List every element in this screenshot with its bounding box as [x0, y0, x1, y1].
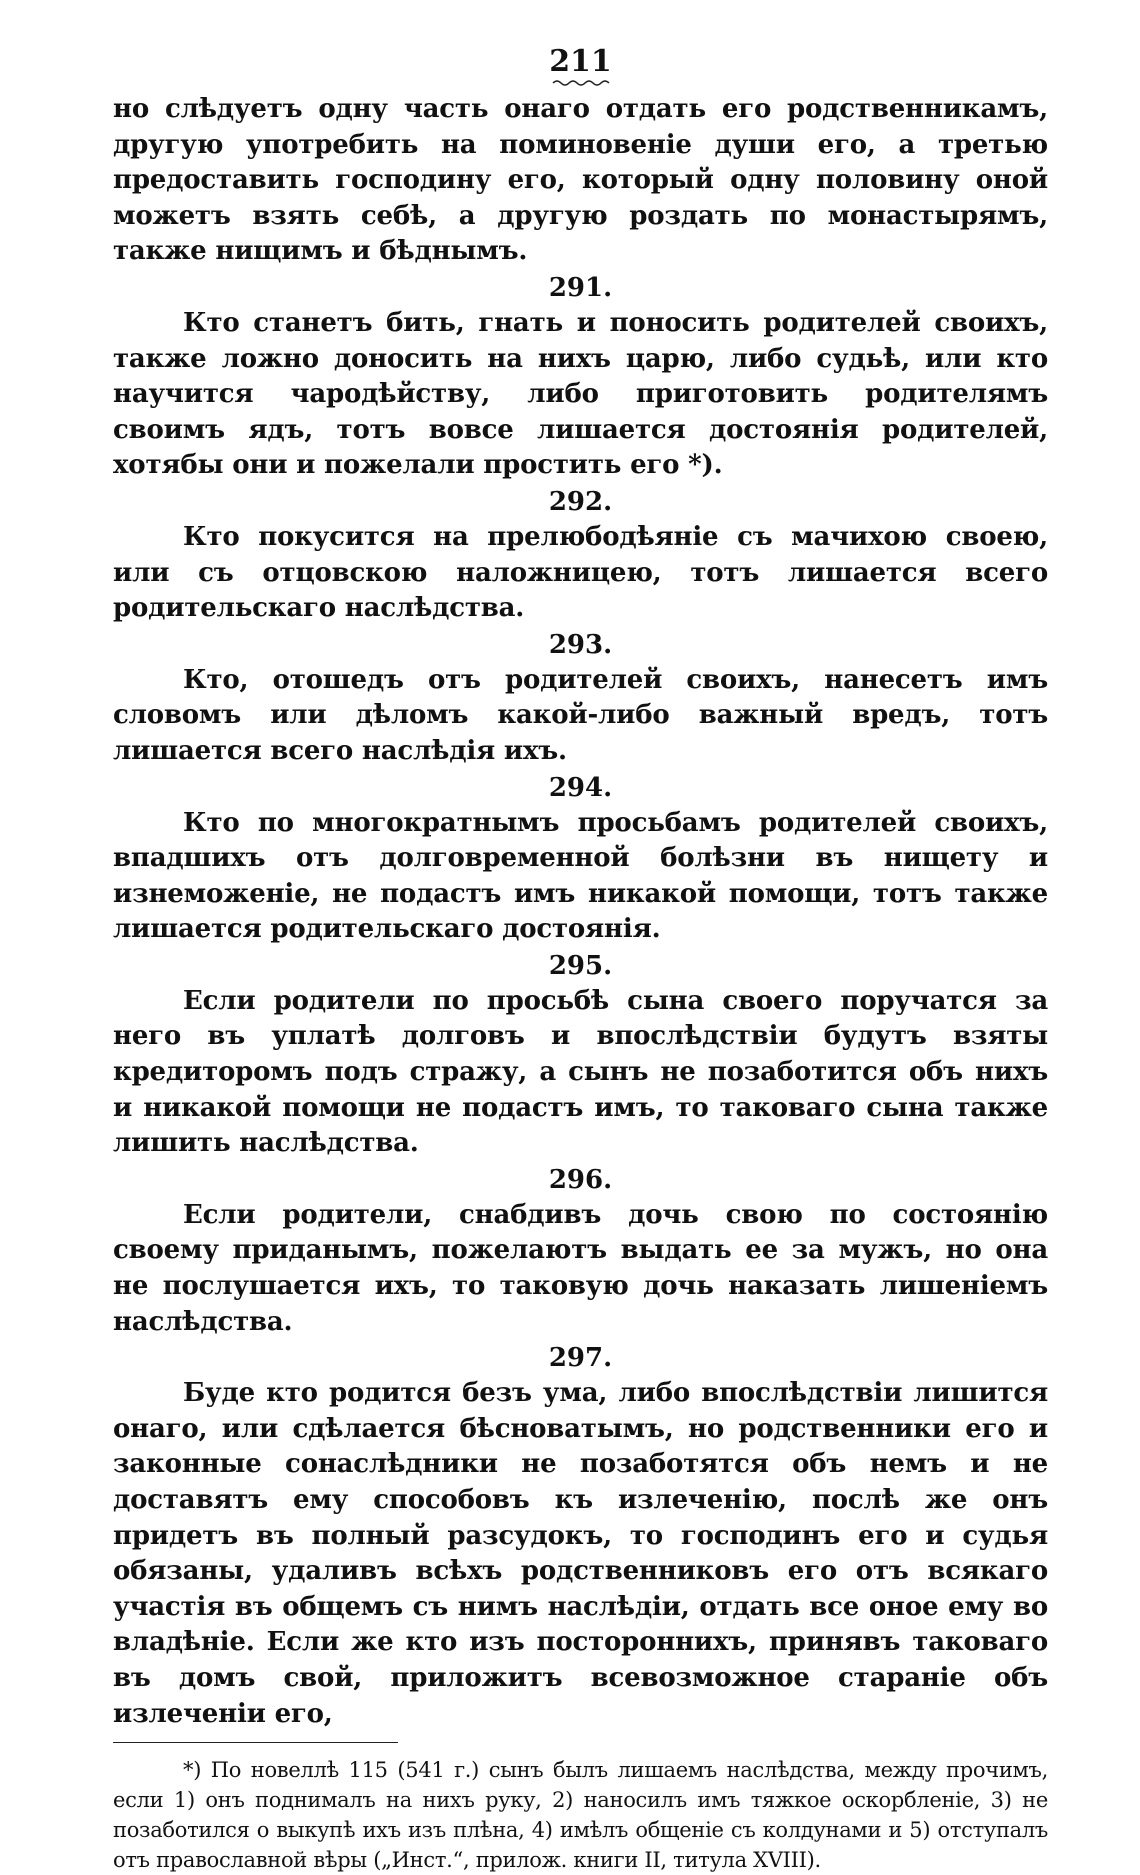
wavy-underline — [551, 78, 611, 88]
page-number-text: 211 — [549, 44, 612, 79]
footnote-divider — [113, 1742, 398, 1743]
section-number-294: 294. — [548, 772, 613, 803]
paragraph-296: Если родители, снабдивъ дочь свою по состоянію своему приданымъ, пожелаютъ выдать ее за мужъ, но она не послушается ихъ, то таковую дочь наказать лишеніемъ наслѣдства. — [113, 1199, 1048, 1337]
section-number-295: 295. — [548, 950, 613, 981]
paragraph-295: Если родители по просьбѣ сына своего поручатся за него въ уплатѣ долговъ и впослѣдствіи будутъ взяты кредиторомъ подъ стражу, а сынъ не позаботится объ нихъ и никакой помощи не подастъ имъ, то таковаго сына также лишить наслѣдства. — [113, 985, 1048, 1159]
section-number-297: 297. — [548, 1343, 613, 1374]
paragraph-291: Кто станетъ бить, гнать и поносить родителей своихъ, также ложно доносить на нихъ царю, либо судьѣ, или кто научится чародѣйству, либо приготовить родителямъ своимъ ядъ, тотъ вовсе лишается достоянія родителей, хотябы они и пожелали простить его *). — [113, 307, 1048, 481]
paragraph-continuation: но слѣдуетъ одну часть онаго отдать его родственникамъ, другую употребить на поминовеніе души его, а третью предоставить господину его, который одну половину оной можетъ взять себѣ, а другую роздать по монастырямъ, также нищимъ и бѣднымъ. — [113, 94, 1048, 267]
paragraph-294: Кто по многократнымъ просьбамъ родителей своихъ, впадшихъ отъ долговременной болѣзни въ нищету и изнеможеніе, не подастъ имъ никакой помощи, тотъ также лишается родительскаго достоянія. — [113, 807, 1048, 945]
section-number-296: 296. — [548, 1164, 613, 1195]
page-number — [113, 40, 1048, 88]
section-number-291: 291. — [548, 272, 613, 303]
paragraph-293: Кто, отошедъ отъ родителей своихъ, нанесетъ имъ словомъ или дѣломъ какой-либо важный вредъ, тотъ лишается всего наслѣдія ихъ. — [113, 664, 1048, 766]
footnote: *) По новеллѣ 115 (541 г.) сынъ былъ лишаемъ наслѣдства, между прочимъ, если 1) онъ поднималъ на нихъ руку, 2) наносилъ имъ тяжкое оскорбленіе, 3) не позаботился о выкупѣ ихъ изъ плѣна, 4) имѣлъ общеніе съ колдунами и 5) отступалъ отъ православной вѣры („Инст.“, прилож. книги II, титула XVIII). — [113, 1758, 1048, 1873]
section-number-292: 292. — [548, 486, 613, 517]
section-number-293: 293. — [548, 629, 613, 660]
book-page — [113, 40, 1048, 1875]
paragraph-292: Кто покусится на прелюбодѣяніе съ мачихою своею, или съ отцовскою наложницею, тотъ лишается всего родительскаго наслѣдства. — [113, 521, 1048, 624]
paragraph-297: Буде кто родится безъ ума, либо впослѣдствіи лишится онаго, или сдѣлается бѣсноватымъ, но родственники его и законные сонаслѣдники не позаботятся объ немъ и не доставятъ ему способовъ къ излеченію, послѣ же онъ придетъ въ полный разсудокъ, то господинъ его и судья обязаны, удаливъ всѣхъ родственниковъ его отъ всякаго участія въ общемъ съ нимъ наслѣдіи, отдать все оное ему во владѣніе. Если же кто изъ постороннихъ, принявъ таковаго въ домъ свой, приложитъ всевозможное стараніе объ излеченіи его, — [113, 1378, 1048, 1729]
